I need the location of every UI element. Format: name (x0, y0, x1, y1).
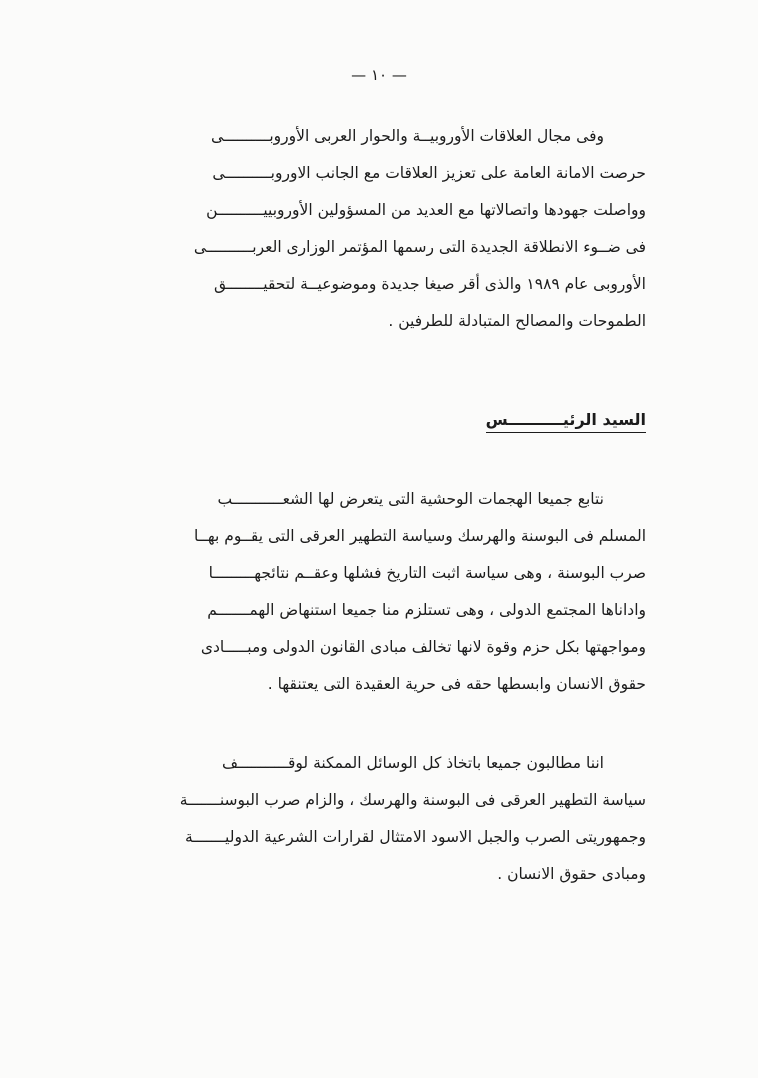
text-line: نتابع جميعا الهجمات الوحشية التى يتعرض لها الشعـــــــــــب (217, 490, 604, 508)
document-body (136, 118, 646, 893)
page-number: — ١٠ — (351, 66, 407, 84)
paragraph-eu-arab-relations (136, 118, 646, 340)
section-heading-mr-president (136, 410, 646, 429)
text-line: سياسة التطهير العرقى فى البوسنة والهرسك ، والزام صرب البوسنـــــــة (179, 791, 646, 809)
text-line: واداناها المجتمع الدولى ، وهى تستلزم منا جميعا استنهاض الهمـــــــم (207, 601, 646, 619)
text-line: الأوروبى عام ١٩٨٩ والذى أقر صيغا جديدة وموضوعيــة لتحقيــــــــق (214, 275, 646, 293)
text-line: ومواجهتها بكل حزم وقوة لانها تخالف مبادى القانون الدولى ومبـــــادى (200, 638, 646, 656)
section-heading-text: السيد الرئيــــــــــس (486, 410, 646, 433)
text-line: وواصلت جهودها واتصالاتها مع العديد من المسؤولين الأوروبييــــــــــن (206, 201, 646, 219)
paragraph-bosnia-condemnation (136, 481, 646, 703)
text-line: صرب البوسنة ، وهى سياسة اثبت التاريخ فشلها وعقــم نتائجهـــــــــا (208, 564, 646, 582)
text-line: اننا مطالبون جميعا باتخاذ كل الوسائل الممكنة لوقـــــــــــف (222, 754, 604, 772)
text-line: ومبادى حقوق الانسان . (497, 865, 646, 883)
paragraph-call-to-action (136, 745, 646, 893)
text-line: الطموحات والمصالح المتبادلة للطرفين . (388, 312, 646, 330)
text-line: وجمهوريتى الصرب والجبل الاسود الامتثال لقرارات الشرعية الدوليـــــــة (184, 828, 646, 846)
text-line: المسلم فى البوسنة والهرسك وسياسة التطهير العرقى التى يقــوم بهــا (194, 527, 646, 545)
text-line: حقوق الانسان وابسطها حقه فى حرية العقيدة التى يعتنقها . (267, 675, 646, 693)
text-line: حرصت الامانة العامة على تعزيز العلاقات مع الجانب الاوروبــــــــــى (212, 164, 646, 182)
text-line: وفى مجال العلاقات الأوروبيــة والحوار العربى الأوروبــــــــــى (211, 127, 604, 145)
text-line: فى ضــوء الانطلاقة الجديدة التى رسمها المؤتمر الوزارى العربــــــــــى (193, 238, 646, 256)
